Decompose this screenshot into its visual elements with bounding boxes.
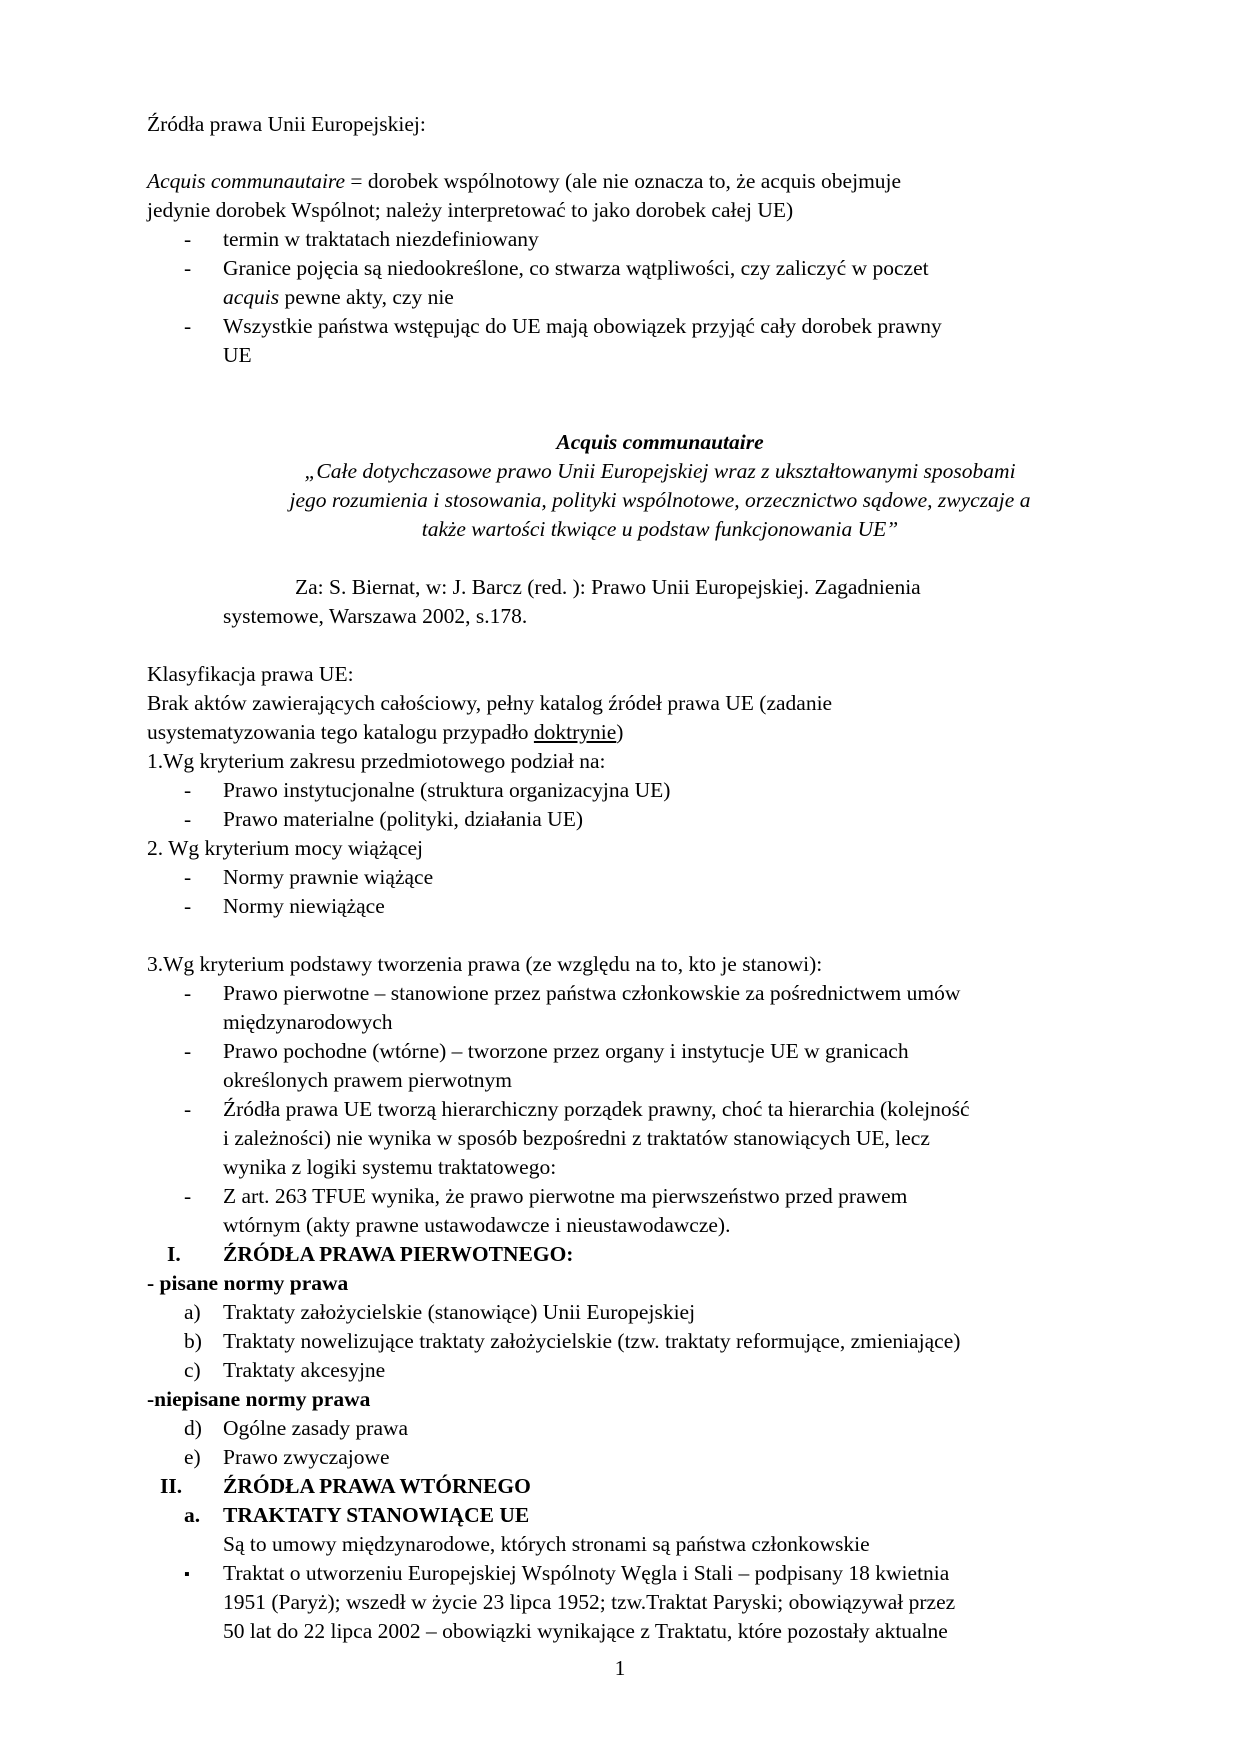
dash-marker: - [184, 981, 192, 1005]
dash-marker: - [184, 1184, 192, 1208]
section2-treaty-line1: Traktat o utworzeniu Europejskiej Wspólnoty Węgla i Stali – podpisany 18 kwietnia [223, 1561, 950, 1585]
letter-marker: d) [184, 1416, 202, 1440]
dash-marker: - [184, 865, 192, 889]
section1-pisane-label: - pisane normy prawa [147, 1271, 349, 1295]
square-bullet-icon: ▪ [184, 1566, 190, 1583]
section2-sub-description: Są to umowy międzynarodowe, których stronami są państwa członkowskie [223, 1532, 870, 1556]
letter-marker: e) [184, 1445, 201, 1469]
dash-marker: - [184, 1039, 192, 1063]
acquis-bullet-3-line1: Wszystkie państwa wstępując do UE mają obowiązek przyjąć cały dorobek prawny [223, 314, 942, 338]
acquis-bullet-1: termin w traktatach niezdefiniowany [223, 227, 539, 251]
klasyfikacja-line1: Brak aktów zawierających całościowy, pełny katalog źródeł prawa UE (zadanie [147, 691, 833, 715]
section2-treaty-line2: 1951 (Paryż); wszedł w życie 23 lipca 1952; tzw.Traktat Paryski; obowiązywał przez [223, 1590, 956, 1614]
definition-source-line2: systemowe, Warszawa 2002, s.178. [223, 604, 528, 628]
kryterium3-item1-line2: międzynarodowych [223, 1010, 393, 1034]
section1-title: ŹRÓDŁA PRAWA PIERWOTNEGO: [223, 1242, 574, 1266]
kryterium3-item4-line1: Z art. 263 TFUE wynika, że prawo pierwotne ma pierwszeństwo przed prawem [223, 1184, 908, 1208]
letter-marker: b) [184, 1329, 202, 1353]
kryterium3-item2-line1: Prawo pochodne (wtórne) – tworzone przez organy i instytucje UE w granicach [223, 1039, 909, 1063]
kryterium3-item3-line2: i zależności) nie wynika w sposób bezpośredni z traktatów stanowiących UE, lecz [223, 1126, 930, 1150]
acquis-bullet-2-line2: acquis pewne akty, czy nie [223, 285, 454, 309]
kryterium3-item4-line2: wtórnym (akty prawne ustawodawcze i nieustawodawcze). [223, 1213, 731, 1237]
acquis-intro-line1: Acquis communautaire = dorobek wspólnotowy (ale nie oznacza to, że acquis obejmuje [147, 169, 902, 193]
kryterium3-item2-line2: określonych prawem pierwotnym [223, 1068, 512, 1092]
kryterium1-item1: Prawo instytucjonalne (struktura organizacyjna UE) [223, 778, 671, 802]
section2-sub-title: TRAKTATY STANOWIĄCE UE [223, 1503, 530, 1527]
kryterium2-title: 2. Wg kryterium mocy wiążącej [147, 836, 424, 860]
section1-item-c: Traktaty akcesyjne [223, 1358, 386, 1382]
kryterium3-item1-line1: Prawo pierwotne – stanowione przez państwa członkowskie za pośrednictwem umów [223, 981, 961, 1005]
section2-treaty-line3: 50 lat do 22 lipca 2002 – obowiązki wynikające z Traktatu, które pozostały aktualne [223, 1619, 948, 1643]
dash-marker: - [184, 807, 192, 831]
definition-quote-line3: także wartości tkwiące u podstaw funkcjonowania UE” [421, 517, 899, 541]
acquis-term: Acquis communautaire [147, 169, 346, 193]
document-heading: Źródła prawa Unii Europejskiej: [147, 112, 426, 136]
acquis-bullet-2-line1: Granice pojęcia są niedookreślone, co stwarza wątpliwości, czy zaliczyć w poczet [223, 256, 929, 280]
letter-marker: c) [184, 1358, 201, 1382]
section1-item-e: Prawo zwyczajowe [223, 1445, 390, 1469]
dash-marker: - [184, 314, 192, 338]
section1-niepisane-label: -niepisane normy prawa [147, 1387, 371, 1411]
kryterium1-title: 1.Wg kryterium zakresu przedmiotowego podział na: [147, 749, 606, 773]
section1-number: I. [167, 1242, 181, 1266]
doktrynie-link-text: doktrynie [533, 720, 617, 744]
letter-marker: a) [184, 1300, 201, 1324]
acquis-intro-line2: jedynie dorobek Wspólnot; należy interpretować to jako dorobek całej UE) [147, 198, 794, 222]
kryterium3-title: 3.Wg kryterium podstawy tworzenia prawa (ze względu na to, kto je stanowi): [147, 952, 823, 976]
definition-source-line1: Za: S. Biernat, w: J. Barcz (red. ): Prawo Unii Europejskiej. Zagadnienia [295, 575, 921, 599]
section1-item-a: Traktaty założycielskie (stanowiące) Unii Europejskiej [223, 1300, 696, 1324]
page-number: 1 [614, 1656, 626, 1680]
definition-quote-line2: jego rozumienia i stosowania, polityki wspólnotowe, orzecznictwo sądowe, zwyczaje a [289, 488, 1031, 512]
section1-item-d: Ogólne zasady prawa [223, 1416, 409, 1440]
definition-quote-line1: „Całe dotychczasowe prawo Unii Europejskiej wraz z ukształtowanymi sposobami [304, 459, 1016, 483]
kryterium1-item2: Prawo materialne (polityki, działania UE) [223, 807, 583, 831]
kryterium2-item1: Normy prawnie wiążące [223, 865, 434, 889]
section2-title: ŹRÓDŁA PRAWA WTÓRNEGO [223, 1474, 531, 1498]
dash-marker: - [184, 894, 192, 918]
kryterium2-item2: Normy niewiążące [223, 894, 385, 918]
dash-marker: - [184, 778, 192, 802]
kryterium3-item3-line1: Źródła prawa UE tworzą hierarchiczny porządek prawny, choć ta hierarchia (kolejność [223, 1097, 970, 1121]
section1-item-b: Traktaty nowelizujące traktaty założycielskie (tzw. traktaty reformujące, zmieniające) [223, 1329, 961, 1353]
acquis-bullet-3-line2: UE [223, 343, 252, 367]
kryterium3-item3-line3: wynika z logiki systemu traktatowego: [223, 1155, 557, 1179]
klasyfikacja-title: Klasyfikacja prawa UE: [147, 662, 354, 686]
section2-number: II. [160, 1474, 183, 1498]
definition-title: Acquis communautaire [556, 430, 764, 454]
dash-marker: - [184, 256, 192, 280]
dash-marker: - [184, 1097, 192, 1121]
klasyfikacja-line2: usystematyzowania tego katalogu przypadło doktrynie) [147, 720, 624, 744]
section2-sub-number: a. [184, 1503, 201, 1527]
dash-marker: - [184, 227, 192, 251]
